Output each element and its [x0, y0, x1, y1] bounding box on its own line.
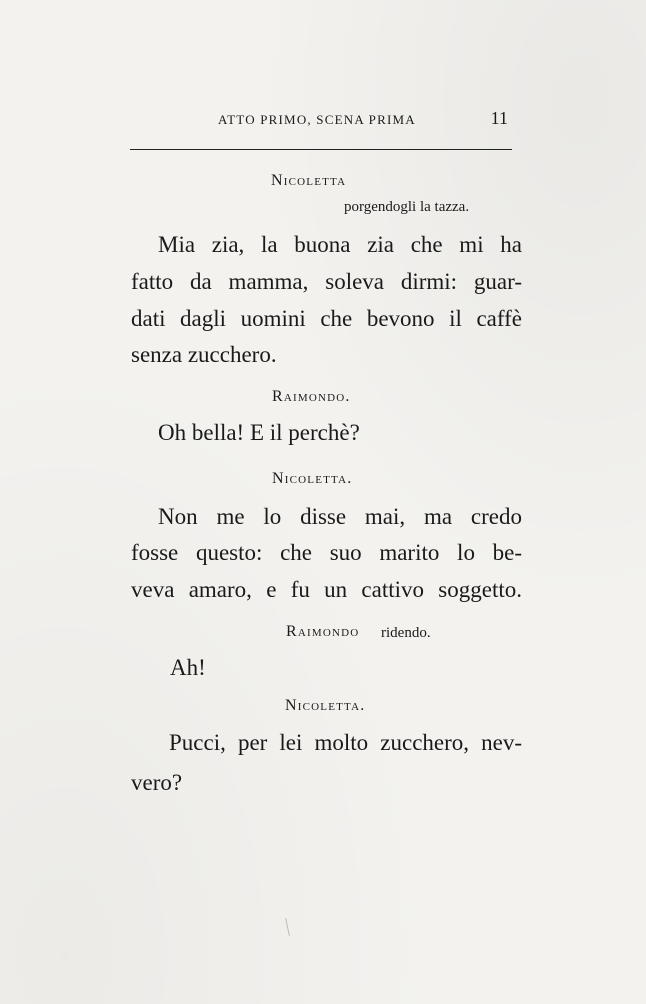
- dialogue-line: dati dagli uomini che bevono il caffè: [131, 306, 522, 331]
- dialogue-line: veva amaro, e fu un cattivo soggetto.: [131, 577, 522, 602]
- page-number: 11: [490, 108, 508, 128]
- dialogue-line: vero?: [131, 770, 183, 795]
- stage-direction: porgendogli la tazza.: [344, 199, 470, 215]
- dialogue-line: Ah!: [170, 655, 206, 680]
- speaker-name: Nicoletta: [271, 172, 347, 189]
- dialogue-line: Non me lo disse mai, ma credo: [158, 504, 522, 529]
- running-title: ATTO PRIMO, SCENA PRIMA: [218, 112, 416, 127]
- dialogue-line: Oh bella! E il perchè?: [158, 420, 360, 445]
- speaker-name: Raimondo: [286, 623, 360, 640]
- speaker-name: Nicoletta.: [272, 470, 353, 487]
- dialogue-line: Mia zia, la buona zia che mi ha: [158, 232, 522, 257]
- dialogue-line: fatto da mamma, soleva dirmi: guar-: [131, 269, 522, 294]
- header-rule: [130, 149, 512, 150]
- dialogue-line: senza zucchero.: [131, 342, 277, 367]
- paper-blemish: [285, 918, 290, 936]
- stage-direction: ridendo.: [381, 625, 431, 641]
- running-head: [130, 108, 510, 132]
- speaker-name: Nicoletta.: [285, 697, 366, 714]
- speaker-name: Raimondo.: [272, 388, 351, 405]
- dialogue-line: Pucci, per lei molto zucchero, nev-: [169, 730, 522, 755]
- dialogue-line: fosse questo: che suo marito lo be-: [131, 540, 522, 565]
